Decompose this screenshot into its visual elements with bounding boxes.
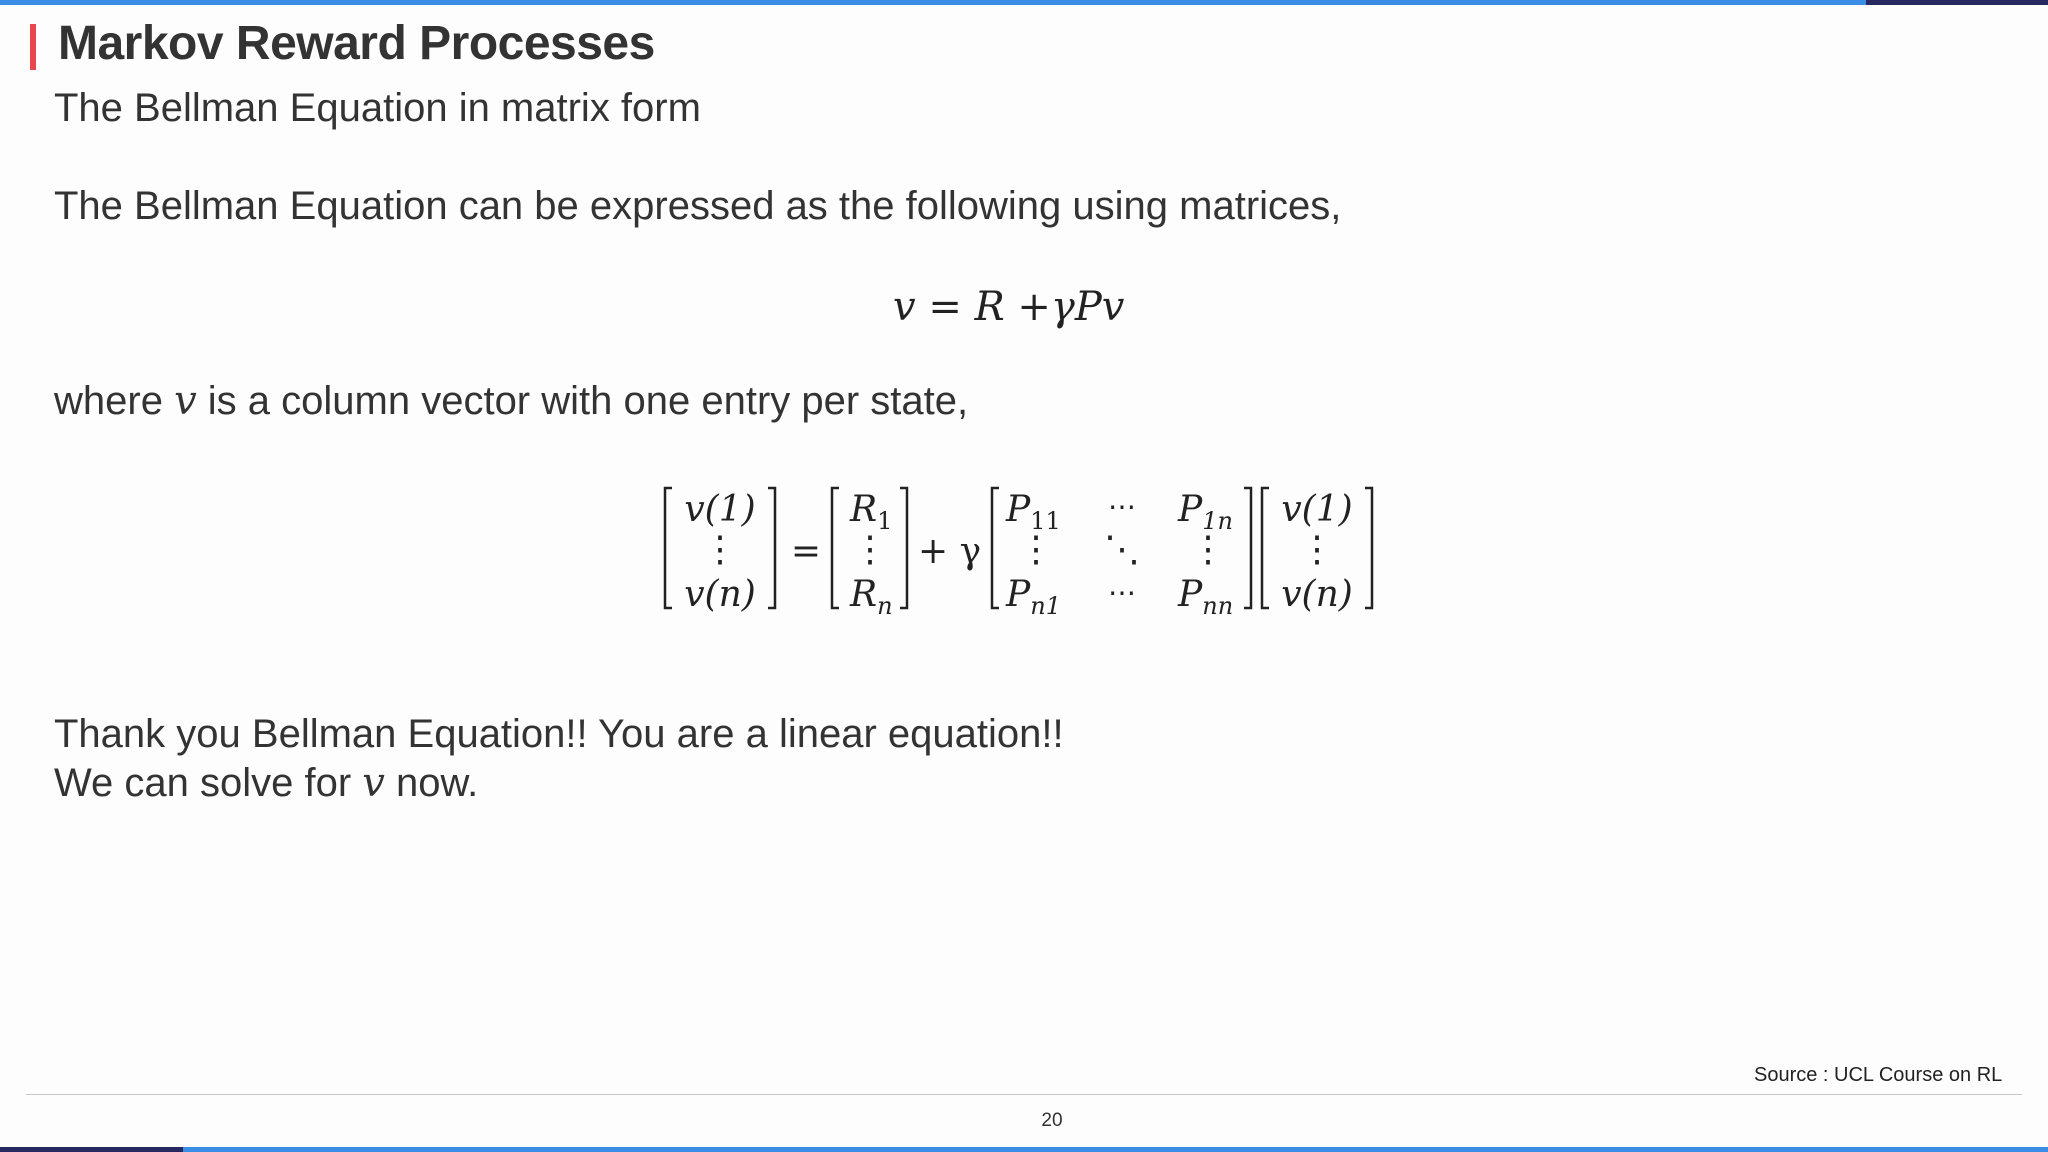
matrix-equation	[660, 478, 1380, 618]
where-before: where	[54, 379, 175, 423]
r-vector-bottom: $R_n$	[850, 574, 893, 618]
eq-lhs: v	[893, 284, 916, 330]
eq-reward: R	[974, 284, 1005, 330]
footer-divider	[26, 1094, 2022, 1095]
p-rown-hdots: ⋯	[1108, 576, 1136, 609]
bellman-matrix-equation	[893, 284, 1124, 330]
matrix-eq-equals: =	[790, 531, 822, 572]
where-after: is a column vector with one entry per state,	[196, 379, 969, 423]
top-accent-bar-dark	[1866, 0, 2048, 5]
thanks-line-2	[54, 760, 478, 806]
v2-vector-top: v(1)	[1281, 489, 1353, 530]
page-number: 20	[1041, 1110, 1063, 1131]
eq-rest: γPv	[1050, 284, 1125, 330]
bottom-accent-bar-dark	[0, 1147, 183, 1152]
p-11: $P_{11}$	[1006, 489, 1061, 535]
v-vector-bottom: v(n)	[684, 574, 756, 615]
top-accent-bar	[0, 0, 1866, 5]
p-n1: $P_{n1}$	[1006, 574, 1061, 618]
bottom-accent-bar	[183, 1147, 2048, 1152]
p-ddots: ⋱	[1104, 529, 1140, 570]
r-vector-vdots: ⋮	[852, 529, 888, 570]
v2-vector-bottom: v(n)	[1281, 574, 1353, 615]
where-var: v	[174, 378, 197, 424]
thanks-line-1: Thank you Bellman Equation!! You are a linear equation!!	[54, 712, 1064, 756]
matrix-eq-plus-gamma: + γ	[918, 531, 982, 572]
thanks-var: v	[362, 760, 385, 806]
v2-vector-vdots: ⋮	[1299, 529, 1335, 570]
p-col1-vdots: ⋮	[1018, 529, 1054, 570]
p-coln-vdots: ⋮	[1190, 529, 1226, 570]
p-row1-hdots: ⋯	[1108, 490, 1136, 523]
v-vector-vdots: ⋮	[702, 529, 738, 570]
where-text	[54, 378, 968, 424]
slide-subtitle: The Bellman Equation in matrix form	[54, 86, 701, 130]
p-1n: $P_{1n}$	[1178, 489, 1233, 535]
eq-equals: =	[928, 284, 962, 330]
title-accent-mark	[30, 24, 36, 70]
r-vector-top: $R_1$	[850, 489, 893, 535]
p-nn: $P_{nn}$	[1178, 574, 1234, 618]
thanks-before: We can solve for	[54, 761, 363, 805]
slide-title: Markov Reward Processes	[58, 17, 655, 70]
intro-text: The Bellman Equation can be expressed as the following using matrices,	[54, 184, 1342, 228]
v-vector-top: v(1)	[684, 489, 756, 530]
eq-plus: +	[1017, 284, 1051, 330]
thanks-after: now.	[384, 761, 479, 805]
source-citation: Source : UCL Course on RL	[1754, 1064, 2003, 1086]
